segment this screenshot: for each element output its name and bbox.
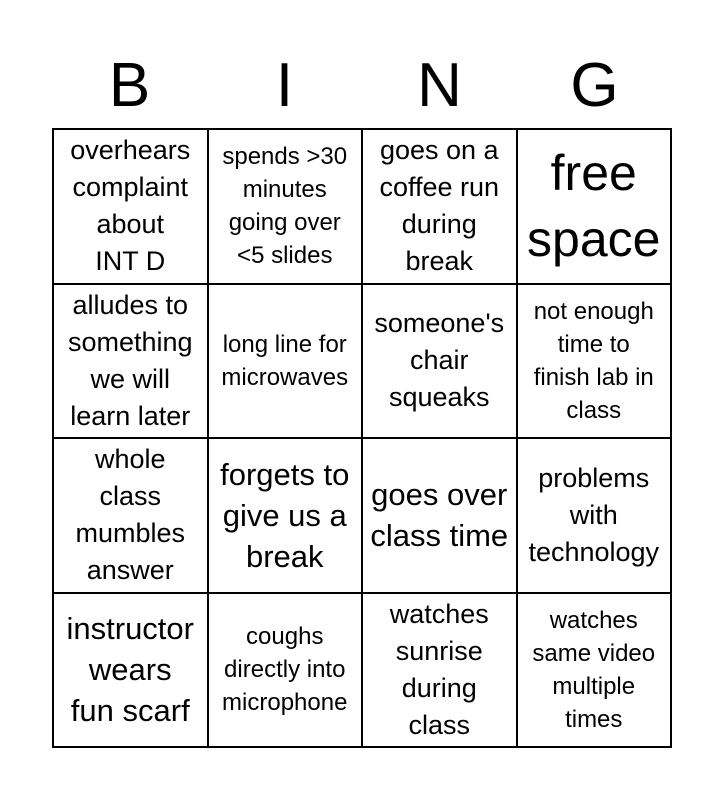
bingo-cell[interactable]: problems with technology xyxy=(518,439,673,594)
bingo-cell[interactable]: not enough time to finish lab in class xyxy=(518,285,673,440)
bingo-header xyxy=(52,48,672,124)
header-letter-g: G xyxy=(570,51,619,120)
bingo-board xyxy=(52,128,672,748)
header-letter-n: N xyxy=(417,51,462,120)
bingo-cell[interactable]: long line for microwaves xyxy=(209,285,364,440)
bingo-cell[interactable]: watches sunrise during class xyxy=(363,594,518,749)
bingo-cell[interactable]: coughs directly into microphone xyxy=(209,594,364,749)
header-letter-i: I xyxy=(275,51,294,120)
bingo-cell-free-space[interactable]: free space xyxy=(518,130,673,285)
bingo-cell[interactable]: instructor wears fun scarf xyxy=(54,594,209,749)
bingo-cell[interactable]: whole class mumbles answer xyxy=(54,439,209,594)
bingo-cell[interactable]: goes over class time xyxy=(363,439,518,594)
bingo-cell[interactable]: goes on a coffee run during break xyxy=(363,130,518,285)
bingo-cell[interactable]: watches same video multiple times xyxy=(518,594,673,749)
bingo-cell[interactable]: forgets to give us a break xyxy=(209,439,364,594)
bingo-cell[interactable]: overhears complaint about INT D xyxy=(54,130,209,285)
bingo-cell[interactable]: alludes to something we will learn later xyxy=(54,285,209,440)
header-letter-b: B xyxy=(108,51,151,120)
bingo-cell[interactable]: someone's chair squeaks xyxy=(363,285,518,440)
bingo-cell[interactable]: spends >30 minutes going over <5 slides xyxy=(209,130,364,285)
